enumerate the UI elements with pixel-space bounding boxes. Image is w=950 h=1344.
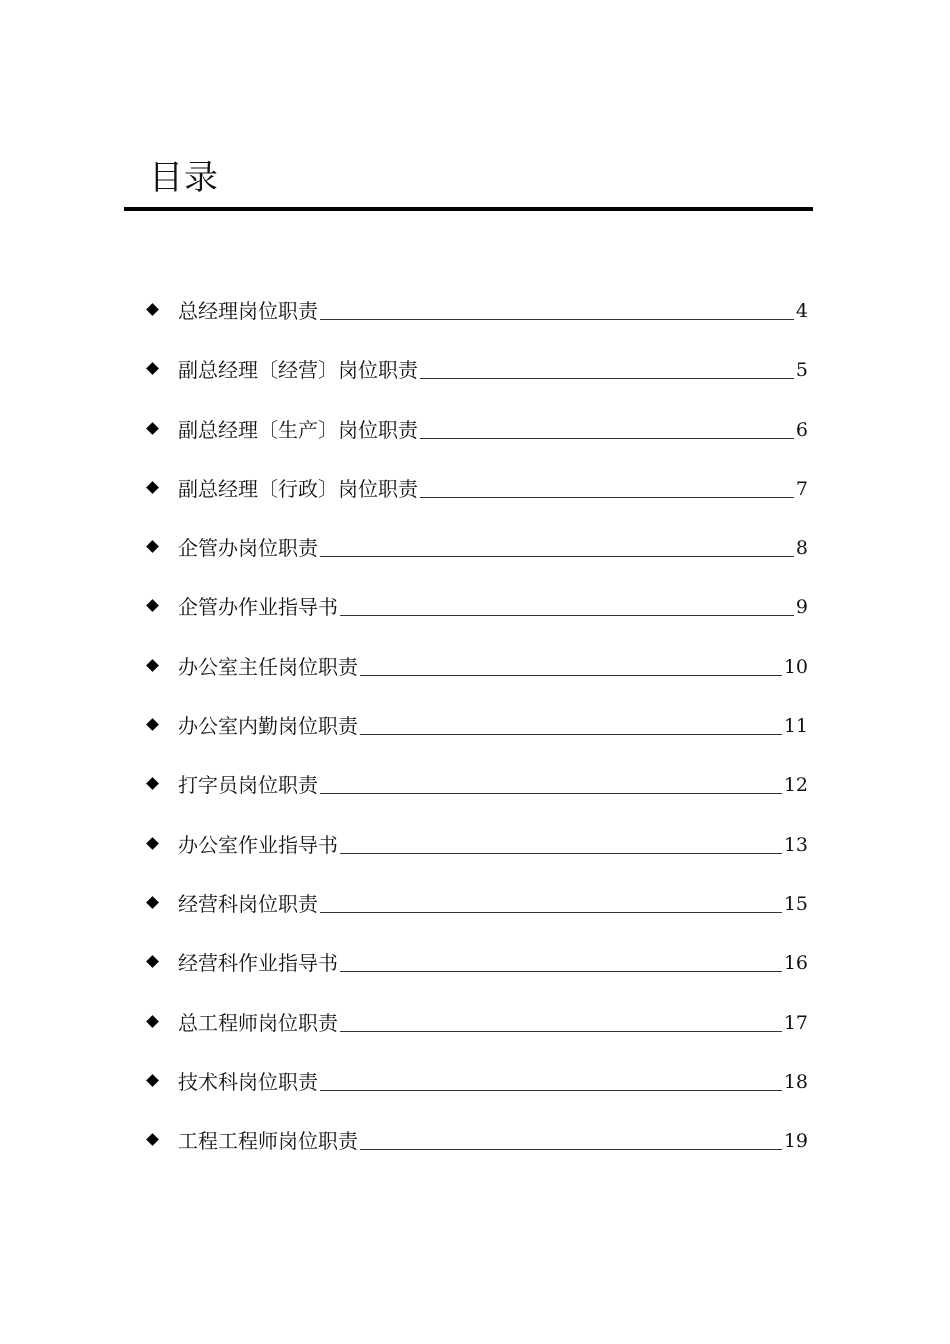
toc-page-number: 4: [795, 300, 808, 322]
toc-page-number: 7: [795, 478, 808, 500]
toc-entry-title: 经营科岗位职责: [178, 892, 318, 916]
diamond-bullet-icon: [146, 772, 160, 798]
toc-page-number: 18: [783, 1071, 808, 1093]
diamond-bullet-icon: [146, 535, 160, 561]
dot-leader: [420, 496, 794, 498]
toc-page-number: 12: [783, 774, 808, 796]
diamond-bullet-icon: [146, 950, 160, 976]
dot-leader: [340, 852, 782, 854]
dot-leader: [320, 555, 794, 557]
toc-entry[interactable]: [146, 594, 808, 620]
toc-page-number: 11: [783, 715, 808, 737]
dot-leader: [320, 792, 782, 794]
toc-page-number: 13: [783, 834, 808, 856]
dot-leader: [320, 911, 782, 913]
toc-entry-title: 总经理岗位职责: [178, 299, 318, 323]
toc-entry-title: 总工程师岗位职责: [178, 1011, 338, 1035]
dot-leader: [340, 614, 794, 616]
diamond-bullet-icon: [146, 357, 160, 383]
dot-leader: [320, 318, 794, 320]
toc-entry[interactable]: [146, 832, 808, 858]
diamond-bullet-icon: [146, 298, 160, 324]
dot-leader: [420, 437, 794, 439]
toc-page-number: 10: [783, 656, 808, 678]
toc-page-number: 9: [795, 596, 808, 618]
dot-leader: [360, 1148, 782, 1150]
diamond-bullet-icon: [146, 832, 160, 858]
dot-leader: [340, 970, 782, 972]
toc-page-number: 17: [783, 1012, 808, 1034]
diamond-bullet-icon: [146, 1069, 160, 1095]
toc-entry-title: 工程工程师岗位职责: [178, 1129, 358, 1153]
toc-entry-title: 办公室内勤岗位职责: [178, 714, 358, 738]
diamond-bullet-icon: [146, 891, 160, 917]
dot-leader: [360, 674, 782, 676]
diamond-bullet-icon: [146, 713, 160, 739]
toc-entry[interactable]: [146, 357, 808, 383]
toc-entry[interactable]: [146, 891, 808, 917]
toc-entry-title: 经营科作业指导书: [178, 951, 338, 975]
page-title: 目录: [149, 158, 219, 198]
diamond-bullet-icon: [146, 594, 160, 620]
toc-page-number: 16: [783, 952, 808, 974]
toc-entry-title: 副总经理〔行政〕岗位职责: [178, 477, 418, 501]
diamond-bullet-icon: [146, 476, 160, 502]
dot-leader: [420, 377, 794, 379]
toc-entry[interactable]: [146, 1069, 808, 1095]
toc-page-number: 5: [795, 359, 808, 381]
diamond-bullet-icon: [146, 1010, 160, 1036]
toc-entry[interactable]: [146, 417, 808, 443]
toc-page-number: 15: [783, 893, 808, 915]
toc-entry-title: 办公室主任岗位职责: [178, 655, 358, 679]
diamond-bullet-icon: [146, 1128, 160, 1154]
toc-entry[interactable]: [146, 298, 808, 324]
toc-entry[interactable]: [146, 1010, 808, 1036]
toc-entry-title: 副总经理〔经营〕岗位职责: [178, 358, 418, 382]
toc-entry[interactable]: [146, 1128, 808, 1154]
toc-entry-title: 办公室作业指导书: [178, 833, 338, 857]
toc-entry-title: 技术科岗位职责: [178, 1070, 318, 1094]
toc-page-number: 19: [783, 1130, 808, 1152]
toc-entry[interactable]: [146, 713, 808, 739]
dot-leader: [340, 1030, 782, 1032]
toc-entry[interactable]: [146, 950, 808, 976]
toc-entry[interactable]: [146, 535, 808, 561]
toc-entry[interactable]: [146, 476, 808, 502]
toc-entry-title: 打字员岗位职责: [178, 773, 318, 797]
dot-leader: [360, 733, 782, 735]
diamond-bullet-icon: [146, 417, 160, 443]
diamond-bullet-icon: [146, 654, 160, 680]
toc-entry-title: 企管办作业指导书: [178, 595, 338, 619]
toc-entry-title: 副总经理〔生产〕岗位职责: [178, 418, 418, 442]
toc-page-number: 6: [795, 419, 808, 441]
toc-entry[interactable]: [146, 654, 808, 680]
toc-entry-title: 企管办岗位职责: [178, 536, 318, 560]
toc-page-number: 8: [795, 537, 808, 559]
toc-entry[interactable]: [146, 772, 808, 798]
dot-leader: [320, 1089, 782, 1091]
